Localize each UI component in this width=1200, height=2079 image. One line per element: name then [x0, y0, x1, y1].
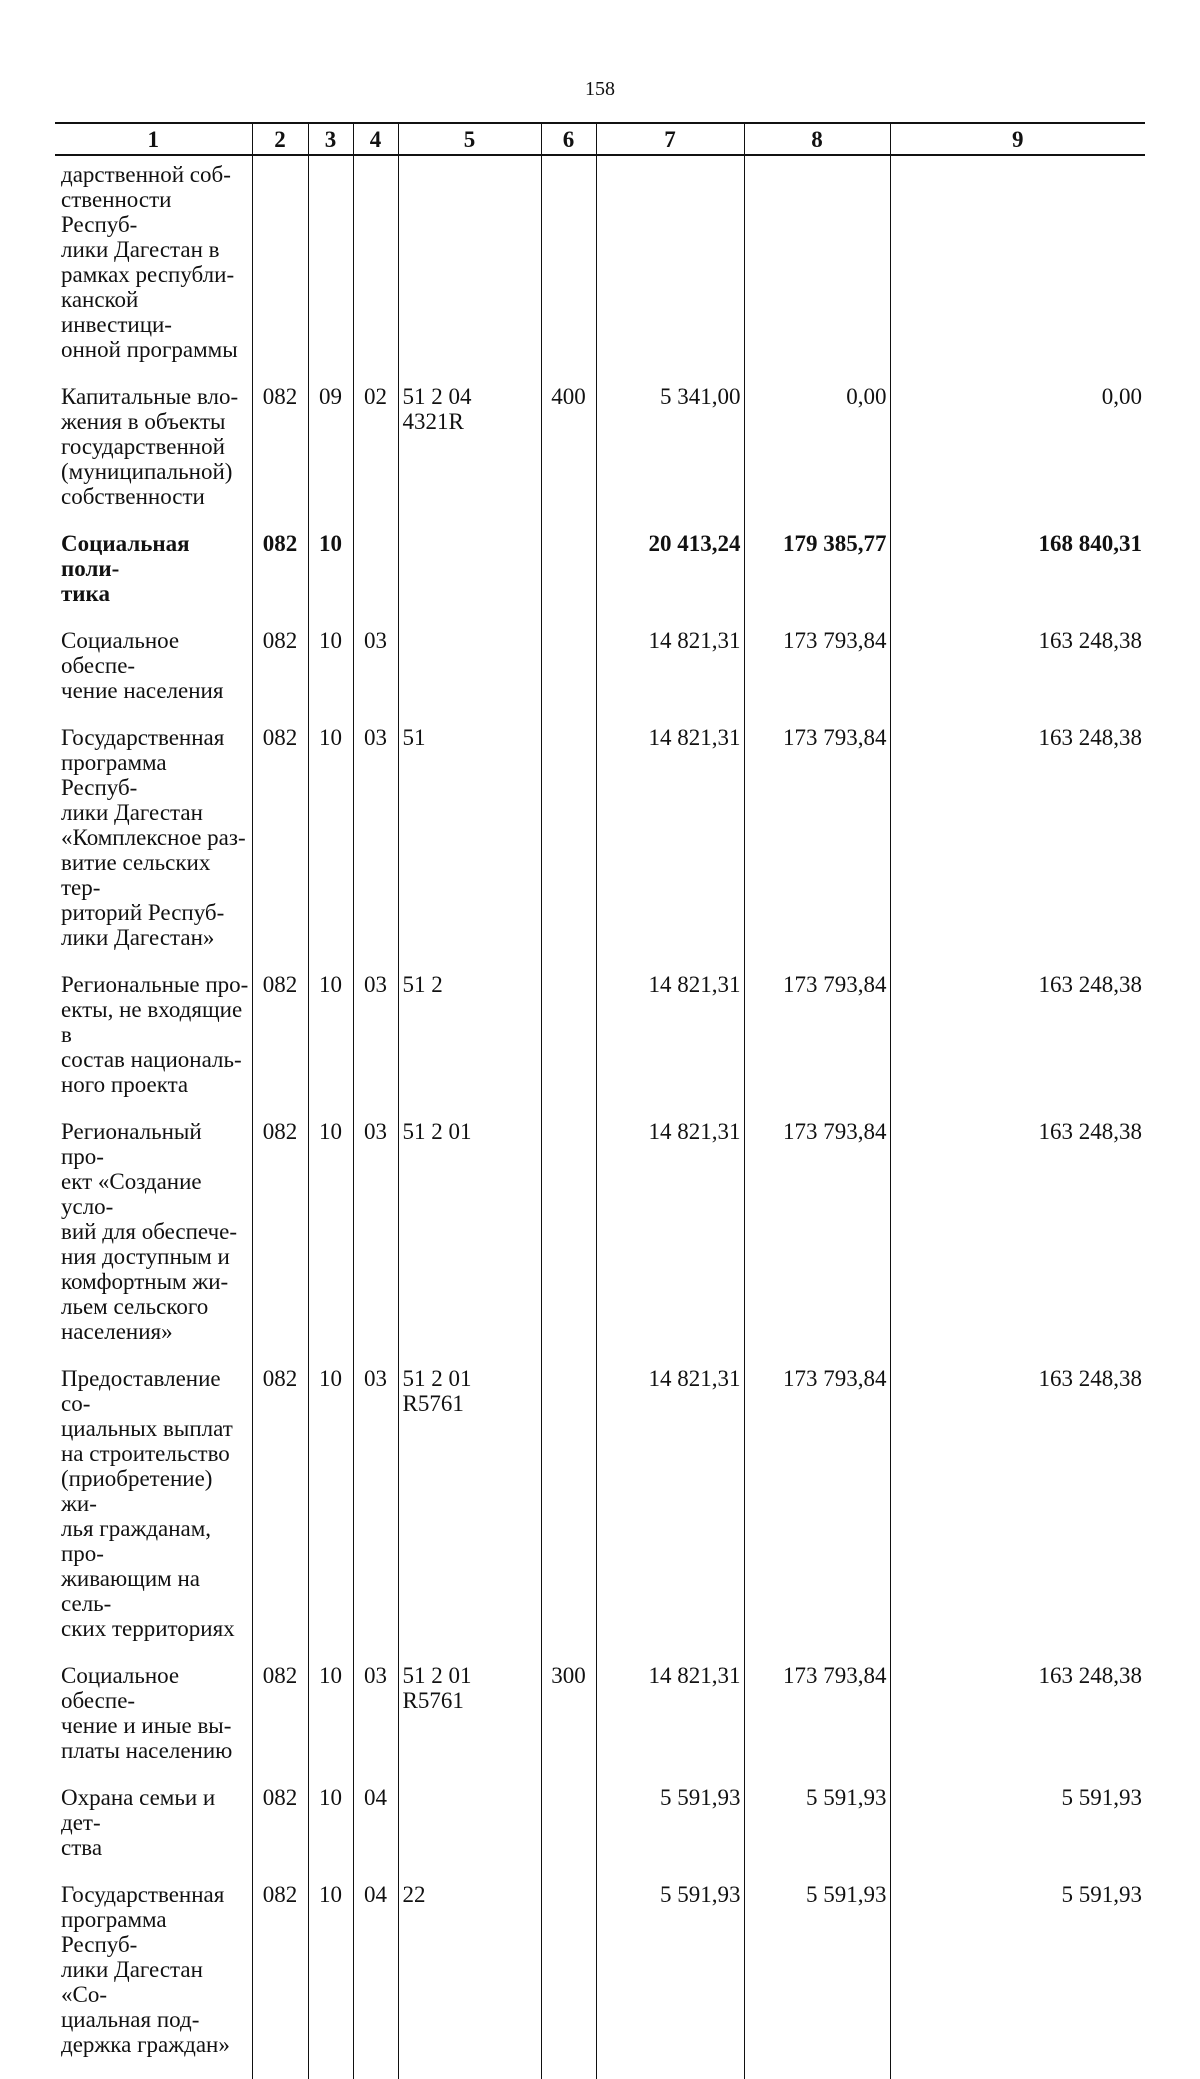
table-row: [55, 628, 1145, 725]
cell-subsection: [353, 155, 398, 384]
cell-amount-9: 163 248,38: [890, 725, 1145, 972]
cell-subsection: 03: [353, 725, 398, 972]
row-name: Государственная программа Респуб- лики Дагестан «Комплексное раз- витие сельских тер- риторий Респуб- лики Дагестан»: [55, 725, 252, 972]
cell-subsection: 02: [353, 384, 398, 531]
budget-table: [55, 122, 1145, 2079]
row-name: Региональные про- екты, не входящие в состав националь- ного проекта: [55, 972, 252, 1119]
table-row: [55, 1663, 1145, 1785]
cell-expense-type: [541, 1882, 596, 2079]
cell-amount-9: 163 248,38: [890, 1366, 1145, 1663]
cell-expense-type: [541, 1119, 596, 1366]
table-row: [55, 1119, 1145, 1366]
table-row: [55, 725, 1145, 972]
cell-section: 09: [308, 384, 353, 531]
cell-section: [308, 155, 353, 384]
table-row: [55, 384, 1145, 531]
cell-expense-type: [541, 628, 596, 725]
table-row: [55, 1785, 1145, 1882]
cell-subsection: 03: [353, 628, 398, 725]
cell-amount-7: 20 413,24: [596, 531, 744, 628]
cell-target-article: 51 2 01: [398, 1119, 541, 1366]
cell-target-article: [398, 531, 541, 628]
cell-amount-7: [596, 155, 744, 384]
cell-expense-type: 400: [541, 384, 596, 531]
cell-subsection: 04: [353, 1882, 398, 2079]
row-name: Охрана семьи и дет- ства: [55, 1785, 252, 1882]
column-header-5: 5: [398, 123, 541, 155]
cell-section: 10: [308, 725, 353, 972]
cell-amount-8: 5 591,93: [744, 1882, 890, 2079]
cell-section: 10: [308, 1785, 353, 1882]
cell-amount-7: 14 821,31: [596, 1663, 744, 1785]
cell-expense-type: [541, 531, 596, 628]
table-row: [55, 1366, 1145, 1663]
cell-target-article: 51 2 04 4321R: [398, 384, 541, 531]
cell-admin-code: 082: [252, 1882, 308, 2079]
cell-section: 10: [308, 1663, 353, 1785]
cell-target-article: 51: [398, 725, 541, 972]
cell-section: 10: [308, 531, 353, 628]
cell-expense-type: [541, 1785, 596, 1882]
row-name: Социальная поли- тика: [55, 531, 252, 628]
cell-subsection: 03: [353, 1663, 398, 1785]
cell-section: 10: [308, 628, 353, 725]
cell-admin-code: [252, 155, 308, 384]
table-row: [55, 155, 1145, 384]
table-body: [55, 155, 1145, 2079]
column-header-2: 2: [252, 123, 308, 155]
cell-expense-type: [541, 155, 596, 384]
cell-amount-8: 173 793,84: [744, 972, 890, 1119]
cell-subsection: 03: [353, 972, 398, 1119]
cell-section: 10: [308, 1882, 353, 2079]
cell-admin-code: 082: [252, 1663, 308, 1785]
cell-section: 10: [308, 1366, 353, 1663]
cell-amount-8: 173 793,84: [744, 1663, 890, 1785]
column-header-4: 4: [353, 123, 398, 155]
cell-amount-8: 173 793,84: [744, 1366, 890, 1663]
cell-amount-7: 14 821,31: [596, 628, 744, 725]
row-name: Региональный про- ект «Создание усло- вий для обеспече- ния доступным и комфортным жи- льем сельского населения»: [55, 1119, 252, 1366]
cell-amount-9: 163 248,38: [890, 1663, 1145, 1785]
cell-amount-8: 179 385,77: [744, 531, 890, 628]
cell-expense-type: 300: [541, 1663, 596, 1785]
header-row: [55, 123, 1145, 155]
column-header-8: 8: [744, 123, 890, 155]
cell-target-article: 51 2 01 R5761: [398, 1663, 541, 1785]
cell-target-article: [398, 628, 541, 725]
cell-expense-type: [541, 1366, 596, 1663]
table-row: [55, 1882, 1145, 2079]
cell-amount-8: 173 793,84: [744, 725, 890, 972]
cell-admin-code: 082: [252, 725, 308, 972]
table-row: [55, 531, 1145, 628]
cell-amount-9: 5 591,93: [890, 1785, 1145, 1882]
cell-amount-9: 163 248,38: [890, 628, 1145, 725]
table-row: [55, 972, 1145, 1119]
cell-amount-7: 5 591,93: [596, 1882, 744, 2079]
column-header-7: 7: [596, 123, 744, 155]
cell-subsection: 03: [353, 1366, 398, 1663]
cell-amount-9: 168 840,31: [890, 531, 1145, 628]
column-header-1: 1: [55, 123, 252, 155]
cell-admin-code: 082: [252, 1366, 308, 1663]
row-name: Капитальные вло- жения в объекты государственной (муниципальной) собственности: [55, 384, 252, 531]
cell-target-article: 51 2 01 R5761: [398, 1366, 541, 1663]
cell-subsection: [353, 531, 398, 628]
row-name: Предоставление со- циальных выплат на строительство (приобретение) жи- лья гражданам, про- живающим на сель- ских территориях: [55, 1366, 252, 1663]
cell-amount-7: 14 821,31: [596, 1119, 744, 1366]
cell-amount-8: 0,00: [744, 384, 890, 531]
cell-target-article: 22: [398, 1882, 541, 2079]
cell-admin-code: 082: [252, 384, 308, 531]
cell-expense-type: [541, 725, 596, 972]
cell-amount-9: 163 248,38: [890, 972, 1145, 1119]
cell-target-article: [398, 155, 541, 384]
cell-amount-7: 5 591,93: [596, 1785, 744, 1882]
cell-amount-7: 14 821,31: [596, 972, 744, 1119]
cell-amount-9: 5 591,93: [890, 1882, 1145, 2079]
row-name: Социальное обеспе- чение населения: [55, 628, 252, 725]
cell-section: 10: [308, 1119, 353, 1366]
cell-amount-8: [744, 155, 890, 384]
cell-section: 10: [308, 972, 353, 1119]
column-header-9: 9: [890, 123, 1145, 155]
cell-amount-9: 163 248,38: [890, 1119, 1145, 1366]
row-name: дарственной соб- ственности Респуб- лики Дагестан в рамках республи- канской инвестици- онной программы: [55, 155, 252, 384]
cell-expense-type: [541, 972, 596, 1119]
row-name: Государственная программа Респуб- лики Дагестан «Со- циальная под- держка граждан»: [55, 1882, 252, 2079]
cell-admin-code: 082: [252, 531, 308, 628]
cell-admin-code: 082: [252, 1785, 308, 1882]
cell-amount-8: 173 793,84: [744, 628, 890, 725]
cell-amount-7: 5 341,00: [596, 384, 744, 531]
cell-amount-9: 0,00: [890, 384, 1145, 531]
cell-admin-code: 082: [252, 1119, 308, 1366]
cell-amount-8: 5 591,93: [744, 1785, 890, 1882]
cell-subsection: 03: [353, 1119, 398, 1366]
cell-admin-code: 082: [252, 972, 308, 1119]
cell-admin-code: 082: [252, 628, 308, 725]
page-number: 158: [585, 78, 615, 100]
cell-subsection: 04: [353, 1785, 398, 1882]
cell-target-article: 51 2: [398, 972, 541, 1119]
cell-amount-7: 14 821,31: [596, 1366, 744, 1663]
cell-amount-7: 14 821,31: [596, 725, 744, 972]
row-name: Социальное обеспе- чение и иные вы- платы населению: [55, 1663, 252, 1785]
cell-amount-9: [890, 155, 1145, 384]
column-header-3: 3: [308, 123, 353, 155]
cell-amount-8: 173 793,84: [744, 1119, 890, 1366]
column-header-6: 6: [541, 123, 596, 155]
cell-target-article: [398, 1785, 541, 1882]
